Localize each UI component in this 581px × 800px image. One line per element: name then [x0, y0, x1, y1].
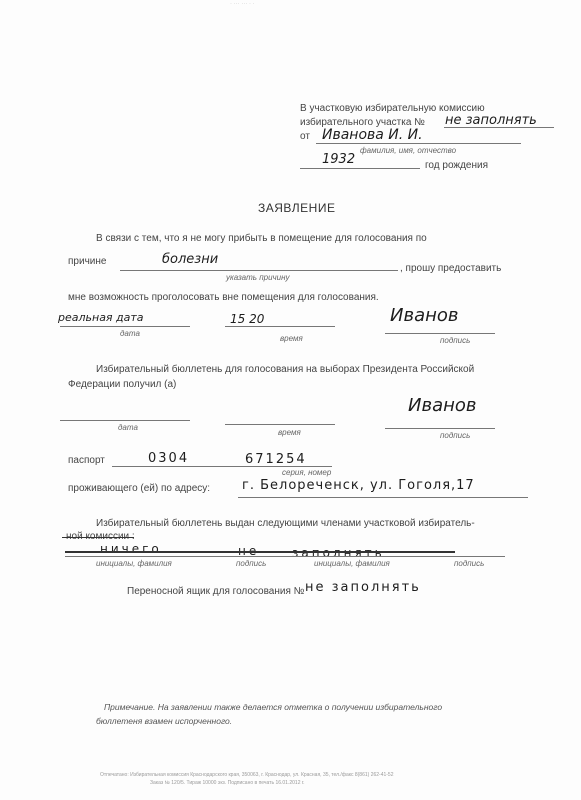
- passport-line: [112, 466, 332, 467]
- member-caption-2: подпись: [236, 559, 267, 568]
- member-caption-4: подпись: [454, 559, 485, 568]
- signature-2-line: [385, 428, 495, 429]
- addressee-line-1: В участковую избирательную комиссию: [300, 103, 485, 114]
- addressee-line-2-label: избирательного участка №: [300, 117, 425, 128]
- member-caption-1: инициалы, фамилия: [96, 559, 172, 568]
- passport-label: паспорт: [68, 455, 105, 466]
- portable-box-label: Переносной ящик для голосования №: [127, 586, 305, 597]
- document-title: ЗАЯВЛЕНИЕ: [258, 201, 336, 215]
- applicant-name-value: Иванова И. И.: [322, 127, 423, 143]
- para3-line2: ной комиссии :: [66, 531, 135, 542]
- footer-line-2: Заказ № 120/5. Тираж 10000 экз. Подписано в печать 16.01.2012 г.: [150, 780, 305, 786]
- members-value-1: ничего: [100, 542, 162, 556]
- address-value: г. Белореченск, ул. Гоголя,17: [242, 478, 475, 493]
- birth-year-value: 1932: [322, 152, 356, 167]
- note-text-1: На заявлении также делается отметка о получении избирательного: [157, 702, 443, 712]
- reason-caption: указать причину: [226, 273, 290, 282]
- polling-station-number-line: [444, 127, 554, 128]
- members-value-2: не: [238, 544, 260, 558]
- reason-value: болезни: [162, 252, 219, 267]
- reason-suffix: , прошу предоставить: [400, 263, 502, 274]
- portable-box-value: не заполнять: [305, 580, 421, 595]
- member-caption-3: инициалы, фамилия: [314, 559, 390, 568]
- date2-line: [60, 420, 190, 421]
- signature-2: Иванов: [408, 395, 477, 416]
- time2-line: [225, 424, 335, 425]
- para3-strike-through: [62, 537, 134, 538]
- passport-series-value: 0304: [148, 451, 190, 466]
- signature-1-caption: подпись: [440, 336, 471, 345]
- reason-line: [120, 270, 398, 271]
- date-caption: дата: [120, 329, 140, 338]
- footer-line-1: Отпечатано: Избирательная комиссия Краснодарского края, 350063, г. Краснодар, ул. Красная, 35, тел./факс 8(861) 262-41-52: [100, 772, 394, 778]
- para1-line3: мне возможность проголосовать вне помещения для голосования.: [68, 292, 379, 303]
- note-line-1: [104, 702, 442, 712]
- time-value: 15 20: [230, 312, 265, 326]
- applicant-name-caption: фамилия, имя, отчество: [360, 146, 457, 155]
- para3-line1: Избирательный бюллетень выдан следующими членами участковой избиратель-: [96, 518, 475, 529]
- signature-1-line: [385, 333, 495, 334]
- signature-2-caption: подпись: [440, 431, 471, 440]
- from-label: от: [300, 131, 310, 142]
- para2-line2: Федерации получил (а): [68, 379, 177, 390]
- passport-number-value: 671254: [245, 452, 307, 467]
- signature-1: Иванов: [390, 305, 459, 326]
- address-line: [238, 497, 528, 498]
- note-line-2: бюллетеня взамен испорченного.: [96, 716, 233, 726]
- time-line: [225, 326, 335, 327]
- time-caption: время: [280, 334, 303, 343]
- applicant-name-line: [316, 143, 521, 144]
- note-label: Примечание.: [104, 702, 156, 712]
- time2-caption: время: [278, 428, 301, 437]
- polling-station-number-value: не заполнять: [445, 113, 537, 128]
- date-line: [60, 326, 190, 327]
- members-line: [65, 556, 505, 557]
- date-value: реальная дата: [58, 311, 144, 324]
- para2-line1: Избирательный бюллетень для голосования на выборах Президента Российской: [96, 364, 475, 375]
- birth-year-label: год рождения: [425, 160, 489, 171]
- passport-caption: серия, номер: [282, 468, 332, 477]
- date2-caption: дата: [118, 423, 138, 432]
- para1-line1: В связи с тем, что я не могу прибыть в помещение для голосования по: [96, 233, 427, 244]
- top-margin-mark: · ··· ··· · ·: [230, 1, 255, 7]
- address-label: проживающего (ей) по адресу:: [68, 483, 211, 494]
- members-strike-through: [65, 551, 455, 553]
- reason-label: причине: [68, 256, 107, 267]
- birth-year-line: [300, 168, 420, 169]
- members-value-3: заполнять: [292, 546, 385, 560]
